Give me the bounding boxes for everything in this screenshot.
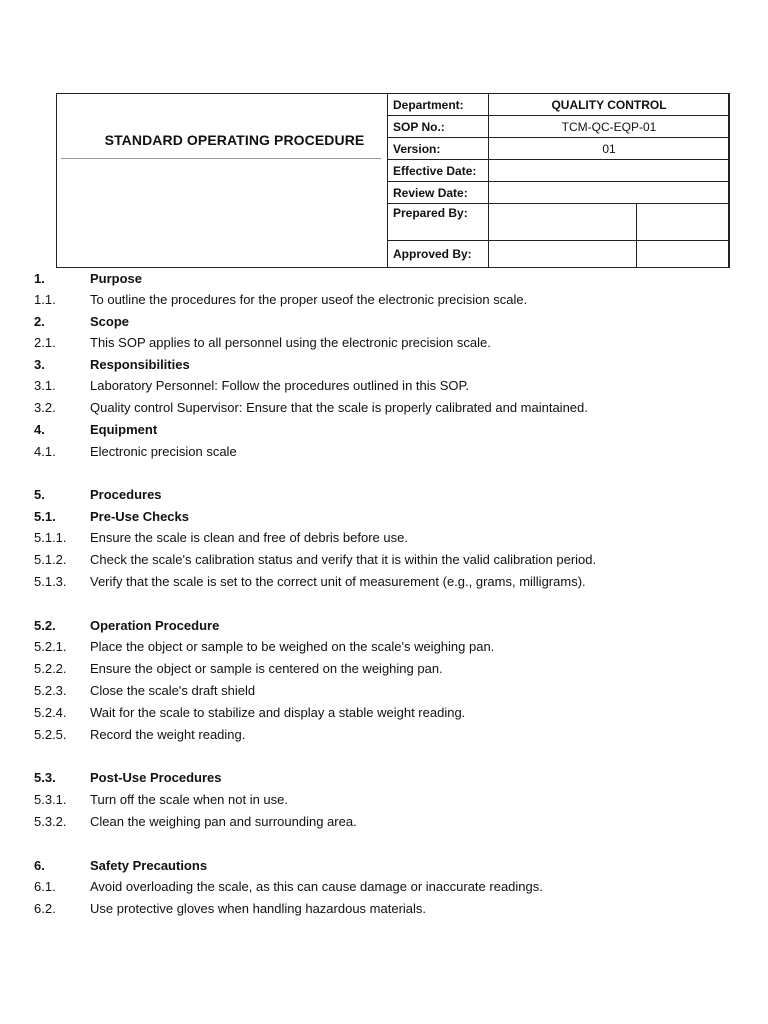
item-number: 5.2.2. xyxy=(34,661,67,676)
item-number: 6. xyxy=(34,858,45,873)
item-number: 5.1.3. xyxy=(34,574,67,589)
item-number: 5.3. xyxy=(34,770,56,785)
review-date-label: Review Date: xyxy=(388,182,489,204)
item-number: 3.2. xyxy=(34,400,56,415)
title-divider xyxy=(61,158,381,159)
item-text: Procedures xyxy=(90,487,162,502)
effective-date-label: Effective Date: xyxy=(388,160,489,182)
item-number: 5.2.1. xyxy=(34,639,67,654)
item-text: Operation Procedure xyxy=(90,618,220,633)
item-text: Turn off the scale when not in use. xyxy=(90,792,289,807)
item-text: Electronic precision scale xyxy=(90,444,237,459)
item-text: Purpose xyxy=(90,271,143,286)
item-number: 5.3.2. xyxy=(34,814,67,829)
item-number: 5.2.4. xyxy=(34,705,67,720)
item-text: Verify that the scale is set to the correct unit of measurement (e.g., grams, milligrams). xyxy=(90,574,586,589)
item-number: 5.2.5. xyxy=(34,727,67,742)
item-number: 6.1. xyxy=(34,879,56,894)
document-title: STANDARD OPERATING PROCEDURE xyxy=(104,132,365,148)
item-text: Equipment xyxy=(90,422,158,437)
item-number: 5.3.1. xyxy=(34,792,67,807)
item-text: This SOP applies to all personnel using the electronic precision scale. xyxy=(90,335,491,350)
item-text: Ensure the object or sample is centered on the weighing pan. xyxy=(90,661,443,676)
item-text: Ensure the scale is clean and free of debris before use. xyxy=(90,530,408,545)
item-number: 1. xyxy=(34,271,45,286)
item-number: 2.1. xyxy=(34,335,56,350)
item-text: Post-Use Procedures xyxy=(90,770,222,785)
item-text: Avoid overloading the scale, as this can cause damage or inaccurate readings. xyxy=(90,879,543,894)
item-text: Clean the weighing pan and surrounding area. xyxy=(90,814,357,829)
item-text: Record the weight reading. xyxy=(90,727,246,742)
item-text: Wait for the scale to stabilize and display a stable weight reading. xyxy=(90,705,466,720)
item-text: Use protective gloves when handling hazardous materials. xyxy=(90,901,427,916)
prepared-by-label: Prepared By: xyxy=(388,204,489,241)
item-text: To outline the procedures for the proper useof the electronic precision scale. xyxy=(90,292,528,307)
item-text: Safety Precautions xyxy=(90,858,208,873)
item-number: 3.1. xyxy=(34,378,56,393)
item-text: Responsibilities xyxy=(90,357,190,372)
sop-header xyxy=(56,93,729,268)
item-number: 2. xyxy=(34,314,45,329)
version-value: 01 xyxy=(489,138,730,160)
approved-by-label: Approved By: xyxy=(388,241,489,268)
version-label: Version: xyxy=(388,138,489,160)
approved-by-signature xyxy=(637,241,730,268)
sop-metadata-table xyxy=(387,93,730,268)
item-text: Laboratory Personnel: Follow the procedures outlined in this SOP. xyxy=(90,378,470,393)
item-number: 1.1. xyxy=(34,292,56,307)
item-number: 5.2. xyxy=(34,618,56,633)
item-number: 5.1.1. xyxy=(34,530,67,545)
sop-no-label: SOP No.: xyxy=(388,116,489,138)
prepared-by-signature xyxy=(637,204,730,241)
item-number: 4.1. xyxy=(34,444,56,459)
department-value: QUALITY CONTROL xyxy=(489,94,730,116)
item-text: Pre-Use Checks xyxy=(90,509,189,524)
item-text: Check the scale's calibration status and verify that it is within the valid calibration period. xyxy=(90,552,597,567)
review-date-value xyxy=(489,182,730,204)
effective-date-value xyxy=(489,160,730,182)
item-number: 5. xyxy=(34,487,45,502)
approved-by-name xyxy=(489,241,637,268)
prepared-by-name xyxy=(489,204,637,241)
item-text: Scope xyxy=(90,314,130,329)
department-label: Department: xyxy=(388,94,489,116)
item-number: 3. xyxy=(34,357,45,372)
sop-no-value: TCM-QC-EQP-01 xyxy=(489,116,730,138)
item-number: 5.1. xyxy=(34,509,56,524)
item-text: Quality control Supervisor: Ensure that the scale is properly calibrated and maintained. xyxy=(90,400,588,415)
item-number: 6.2. xyxy=(34,901,56,916)
item-text: Close the scale's draft shield xyxy=(90,683,256,698)
item-text: Place the object or sample to be weighed on the scale's weighing pan. xyxy=(90,639,495,654)
item-number: 5.2.3. xyxy=(34,683,67,698)
item-number: 4. xyxy=(34,422,45,437)
item-number: 5.1.2. xyxy=(34,552,67,567)
